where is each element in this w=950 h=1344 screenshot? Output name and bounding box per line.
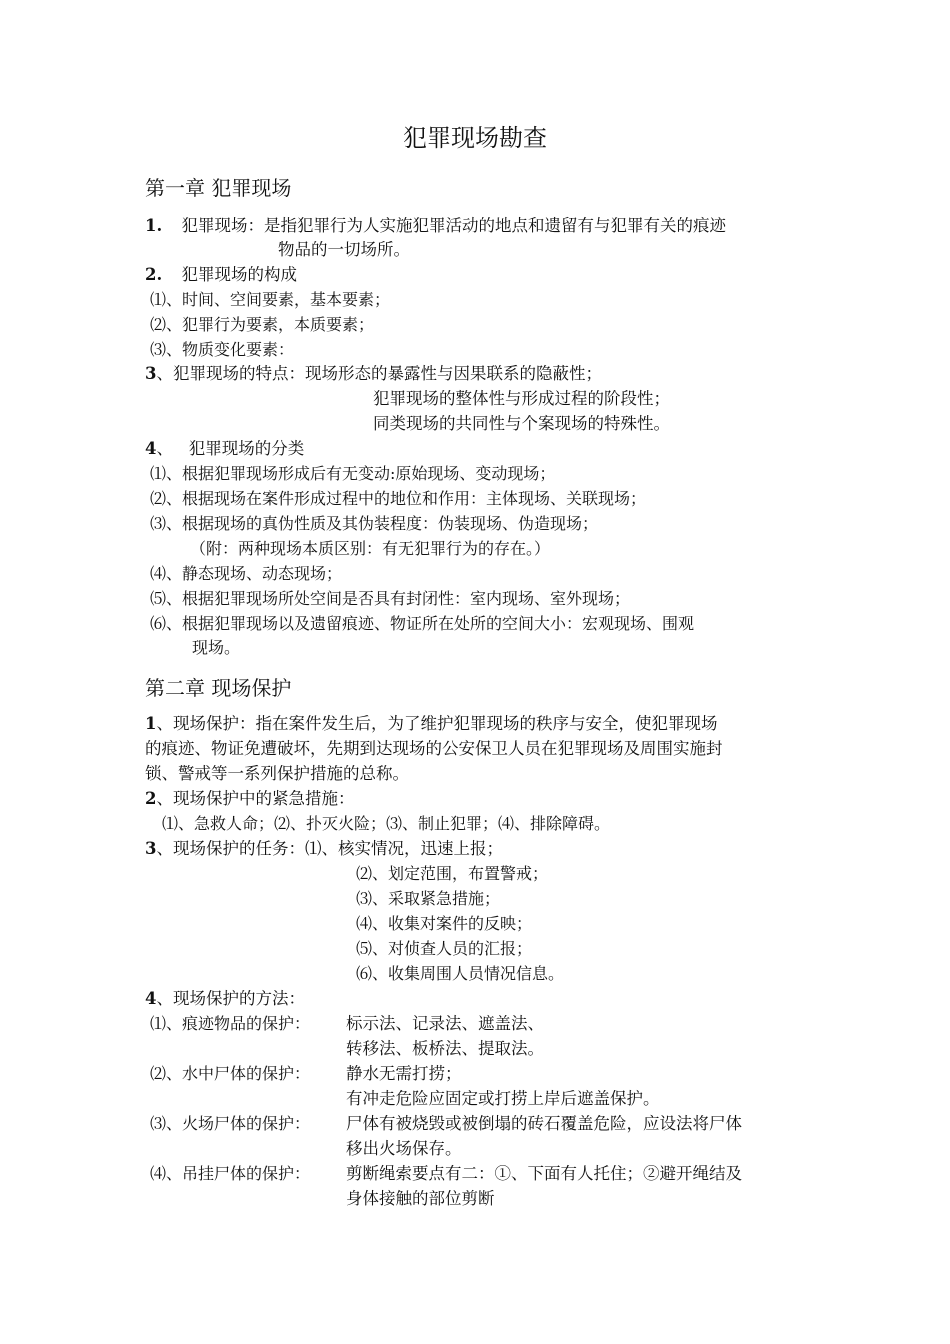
method-detail: 尸体有被烧毁或被倒塌的砖石覆盖危险，应设法将尸体: [346, 1114, 742, 1133]
ch1-item4-text: 、 犯罪现场的分类: [156, 439, 305, 458]
ch1-item4-sub-continued: 现场。: [192, 638, 241, 657]
ch2-item3-number: 3: [145, 839, 157, 858]
ch1-item4-note: （附：两种现场本质区别：有无犯罪行为的存在。）: [190, 539, 551, 558]
method-label: ⑵、水中尸体的保护：: [150, 1064, 311, 1083]
method-detail: 静水无需打捞；: [346, 1064, 462, 1083]
ch1-item3-number: 3: [145, 364, 157, 383]
document-title: 犯罪现场勘查: [403, 124, 547, 152]
ch1-item1-text: 犯罪现场：是指犯罪行为人实施犯罪活动的地点和遗留有与犯罪有关的痕迹: [181, 216, 726, 235]
ch2-item2: [145, 787, 354, 811]
ch2-item3-text: 、现场保护的任务：⑴、核实情况，迅速上报；: [156, 839, 503, 858]
ch1-item2: [145, 263, 297, 287]
ch1-item4-number: 4: [145, 439, 157, 458]
method-label: ⑷、吊挂尸体的保护：: [150, 1164, 311, 1183]
ch2-item3: [145, 837, 503, 861]
ch2-item1: [145, 712, 717, 736]
ch1-item2-text: 犯罪现场的构成: [181, 265, 297, 284]
chapter2-heading: 第二章 现场保护: [145, 676, 292, 700]
ch2-item1-number: 1: [145, 714, 157, 733]
ch1-item4-sub: ⑷、静态现场、动态现场；: [150, 564, 343, 583]
ch2-item1-continued: 锁、警戒等一系列保护措施的总称。: [145, 764, 409, 783]
ch2-item3-task: ⑸、对侦查人员的汇报；: [356, 939, 533, 958]
ch2-item3-task: ⑷、收集对案件的反映；: [356, 914, 533, 933]
ch2-item2-text: 、现场保护中的紧急措施：: [156, 789, 355, 808]
ch1-item4-sub: ⑹、根据犯罪现场以及遗留痕迹、物证所在处所的空间大小：宏观现场、围观: [150, 614, 695, 633]
ch1-item2-sub: ⑶、物质变化要素：: [150, 340, 295, 359]
ch2-item4-number: 4: [145, 989, 157, 1008]
chapter1-heading: 第一章 犯罪现场: [145, 176, 292, 200]
ch1-item4-sub: ⑶、根据现场的真伪性质及其伪装程度：伪装现场、伪造现场；: [150, 514, 599, 533]
ch1-item4-sub: ⑴、根据犯罪现场形成后有无变动:原始现场、变动现场；: [150, 464, 556, 483]
ch1-item4: [145, 437, 304, 461]
ch2-item4-text: 、现场保护的方法：: [156, 989, 305, 1008]
ch1-item1-number: 1.: [145, 216, 163, 235]
ch1-item3-continued: 犯罪现场的整体性与形成过程的阶段性；: [373, 389, 670, 408]
ch2-item1-text: 、现场保护：指在案件发生后，为了维护犯罪现场的秩序与安全，使犯罪现场: [156, 714, 718, 733]
ch1-item3: [145, 362, 602, 386]
ch1-item3-text: 、犯罪现场的特点：现场形态的暴露性与因果联系的隐蔽性；: [156, 364, 602, 383]
method-label: ⑶、火场尸体的保护：: [150, 1114, 311, 1133]
method-detail: 有冲走危险应固定或打捞上岸后遮盖保护。: [346, 1089, 660, 1108]
ch2-item3-task: ⑶、采取紧急措施；: [356, 889, 501, 908]
ch1-item4-sub: ⑵、根据现场在案件形成过程中的地位和作用：主体现场、关联现场；: [150, 489, 647, 508]
method-label: ⑴、痕迹物品的保护：: [150, 1014, 311, 1033]
ch2-item4: [145, 987, 305, 1011]
method-detail: 剪断绳索要点有二：①、下面有人托住；②避开绳结及: [346, 1164, 742, 1183]
ch2-item3-task: ⑵、划定范围，布置警戒；: [356, 864, 549, 883]
method-detail: 身体接触的部位剪断: [346, 1189, 495, 1208]
method-detail: 移出火场保存。: [346, 1139, 462, 1158]
method-detail: 转移法、板桥法、提取法。: [346, 1039, 544, 1058]
ch2-item1-continued: 的痕迹、物证免遭破坏，先期到达现场的公安保卫人员在犯罪现场及周围实施封: [145, 739, 723, 758]
ch1-item4-sub: ⑸、根据犯罪现场所处空间是否具有封闭性：室内现场、室外现场；: [150, 589, 631, 608]
ch2-item2-number: 2: [145, 789, 157, 808]
ch2-item2-sub: ⑴、急救人命；⑵、扑灭火险；⑶、制止犯罪；⑷、排除障碍。: [162, 814, 611, 833]
ch2-item3-task: ⑹、收集周围人员情况信息。: [356, 964, 565, 983]
ch1-item1: [145, 214, 726, 238]
ch1-item2-sub: ⑵、犯罪行为要素，本质要素；: [150, 315, 375, 334]
ch1-item1-continued: 物品的一切场所。: [278, 240, 410, 259]
ch1-item2-number: 2.: [145, 265, 163, 284]
method-detail: 标示法、记录法、遮盖法、: [346, 1014, 544, 1033]
ch1-item2-sub: ⑴、时间、空间要素，基本要素；: [150, 290, 391, 309]
ch1-item3-continued: 同类现场的共同性与个案现场的特殊性。: [373, 414, 670, 433]
